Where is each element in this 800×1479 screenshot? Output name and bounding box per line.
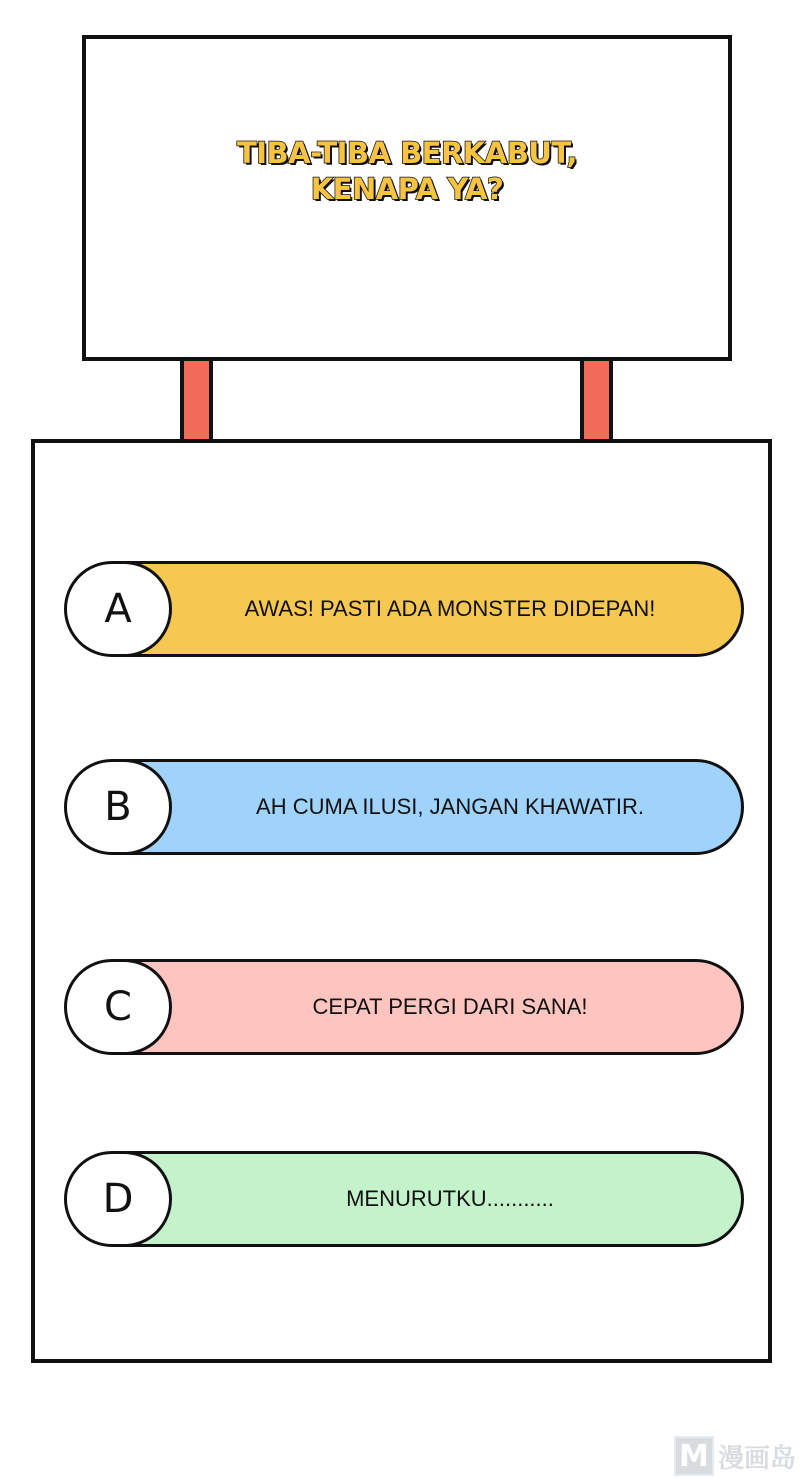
option-c-text: CEPAT PERGI DARI SANA! [312,994,588,1019]
watermark-logo-icon: M [674,1436,714,1476]
sign-post-right [580,361,613,441]
option-d-text: MENURUTKU........... [346,1186,554,1211]
question-title [237,135,577,207]
sign-post-left [180,361,213,441]
question-title-line-2: KENAPA YA? [310,171,504,206]
option-c-letter[interactable]: C [64,959,172,1055]
option-b-text: AH CUMA ILUSI, JANGAN KHAWATIR. [256,794,644,819]
option-b-bar[interactable] [120,759,744,855]
watermark-text: 漫画岛 [717,1443,796,1474]
option-b-letter[interactable]: B [64,759,172,855]
question-sign [82,35,732,361]
option-d[interactable] [64,1151,744,1247]
option-a-bar[interactable] [120,561,744,657]
option-d-bar[interactable] [120,1151,744,1247]
option-c-bar[interactable] [120,959,744,1055]
option-a-text: AWAS! PASTI ADA MONSTER DIDEPAN! [244,596,656,621]
question-title-line-1: TIBA-TIBA BERKABUT, [236,135,578,170]
option-a-letter[interactable]: A [64,561,172,657]
option-d-letter[interactable]: D [64,1151,172,1247]
option-c[interactable] [64,959,744,1055]
option-b[interactable] [64,759,744,855]
option-a[interactable] [64,561,744,657]
watermark [674,1436,796,1476]
